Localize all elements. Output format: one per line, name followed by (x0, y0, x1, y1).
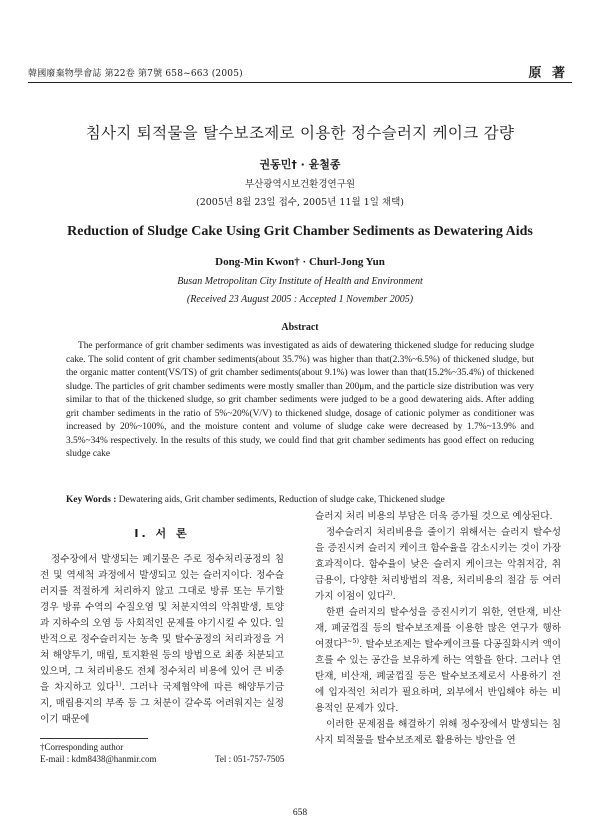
paragraph (40, 552, 284, 728)
footnote-contact (40, 753, 300, 765)
body-column-right (315, 509, 561, 749)
paragraph-text: 정수슬러지 처리비용을 줄이기 위해서는 슬러지 탈수성을 증진시켜 슬러지 케이크 함수율을 감소시키는 것이 가장 효과적이다. 함수율이 낮은 슬러지 케이크는 악취저감, 취급용이, 다양한 처리방법의 적용, 처리비용의 절감 등 여러 가지 이점이 있다 (315, 527, 561, 602)
english-authors: Dong-Min Kwon† · Churl-Jong Yun (215, 256, 385, 268)
citation-ref: 2) (385, 588, 393, 597)
paragraph: 이러한 문제점을 해결하기 위해 정수장에서 발생되는 침사지 퇴적물을 탈수보조제로 활용하는 방안을 연 (315, 719, 561, 746)
citation-ref: 1) (115, 679, 122, 688)
english-affiliation: Busan Metropolitan City Institute of Health and Environment (177, 276, 423, 287)
abstract-heading: Abstract (281, 322, 319, 333)
footnote-tel: Tel : 051-757-7505 (215, 754, 285, 764)
korean-title: 침사지 퇴적물을 탈수보조제로 이용한 정수슬러지 케이크 감량 (85, 124, 515, 142)
korean-authors: 권동민† · 윤철종 (259, 158, 341, 171)
paragraph-text: . (392, 591, 396, 602)
keywords (66, 495, 536, 505)
paragraph: 슬러지 처리 비용의 부담은 더욱 증가될 것으로 예상된다. (315, 511, 553, 522)
english-title: Reduction of Sludge Cake Using Grit Chamber Sediments as Dewatering Aids (67, 224, 533, 239)
english-dates: (Received 23 August 2005 : Accepted 1 November 2005) (186, 294, 414, 305)
keywords-label: Key Words : (66, 495, 117, 505)
citation-ref: 3~5) (342, 636, 360, 645)
section-heading-introduction: I. 서 론 (134, 527, 190, 540)
article-type-label: 原 著 (528, 66, 568, 81)
running-header (28, 62, 572, 80)
paragraph-text: . 탈수보조제는 탈수케이크를 다공질화시켜 액이 흐를 수 있는 공간을 보유하게 하는 역할을 한다. 그러나 연탄재, 비산재, 폐굴껍질 등은 탈수보조제로서 사용하기 전에 입자적인 처리가 필요하며, 외부에서 반입해야 하는 비용적인 문제가 있다. (315, 639, 561, 714)
footnote-rule (40, 738, 148, 739)
paragraph (315, 605, 561, 717)
korean-affiliation: 부산광역시보건환경연구원 (244, 179, 356, 190)
journal-citation: 韓國廢棄物學會誌 第22卷 第7號 658~663 (2005) (28, 69, 243, 79)
body-column-left (40, 526, 284, 728)
korean-dates: (2005년 8월 23일 접수, 2005년 11월 1일 채택) (196, 197, 404, 208)
page-number: 658 (292, 808, 308, 818)
footnote-email: E-mail : kdm8438@hanmir.com (40, 754, 157, 764)
keywords-text: Dewatering aids, Grit chamber sediments, Reduction of sludge cake, Thickened sludge (118, 495, 445, 505)
abstract-text: The performance of grit chamber sediments was investigated as aids of dewatering thickened sludge for reducing sludge cake. The solid content of grit chamber sediments(about 35.7%) was higher than that(2.3%~6.5%) of thickened sludge, but the organic matter content(VS/TS) of grit chamber sediments(about 9.1%) was lower than that(15.2%~35.4%) of thickened sludge. The particles of grit chamber sediments were mostly smaller than 200μm, and the particle size distribution was very similar to that of the thickened sludge, so grit chamber sediments were judged to be a good dewatering aids. After adding grit chamber sediments in the ratio of 5%~20%(V/V) to thickened sludge, dosage of cationic polymer as conditioner was increased by 20%~100%, and the moisture content and volume of sludge cake were decreased by 1.7%~13.9% and 3.5%~34% respectively. In the results of this study, we could find that grit chamber sediments has good effect on reducing sludge cake (66, 341, 534, 459)
paragraph-text: 한편 슬러지의 탈수성을 증진시키기 위한, 연탄재, 비산재, 폐굴껍질 등의 탈수보조제를 이용한 많은 연구가 행하여졌다 (315, 607, 561, 650)
paragraph-text: 정수장에서 발생되는 폐기물은 주로 정수처리공정의 침전 및 역세척 과정에서 발생되고 있는 슬러지이다. 정수슬러지를 적절하게 처리하지 않고 그대로 방류 또는 투기할 경우 방류 수역의 수질오염 및 처분지역의 악취발생, 토양과 지하수의 오염 등 사회적인 문제를 야기시킬 수 있다. 일반적으로 정수슬러지는 농축 및 탈수공정의 처리과정을 거쳐 해양투기, 매립, 토지환원 등의 방법으로 최종 처분되고 있으며, 그 처리비용도 전체 정수처리 비용에 있어 큰 비중을 차지하고 있다 (40, 554, 284, 693)
header-rule (28, 82, 572, 83)
footnote-corresponding: †Corresponding author (40, 742, 124, 752)
paragraph (315, 525, 561, 605)
paragraph-text: . 그러나 국제협약에 따른 해양투기금지, 매립용지의 부족 등 그 처분이 갈수록 어려워지는 실정이기 때문에 (40, 682, 284, 725)
